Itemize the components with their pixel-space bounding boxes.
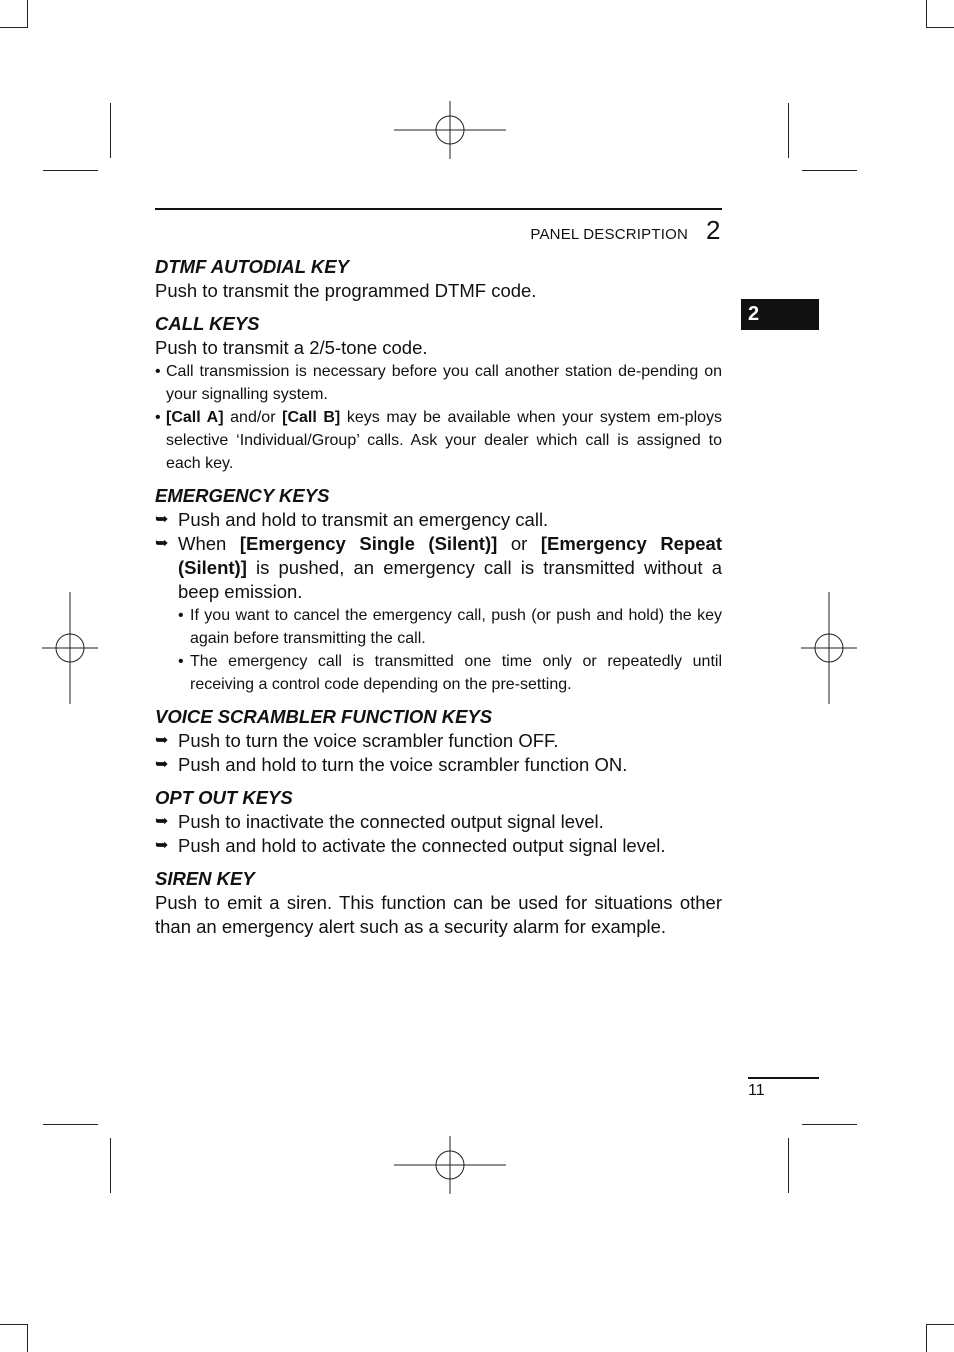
header-rule: [155, 208, 722, 210]
arrow-icon: ➥: [155, 732, 169, 749]
item-text: Push to turn the voice scrambler function OFF.: [178, 730, 559, 751]
section-heading: OPT OUT KEYS: [155, 787, 293, 808]
section-heading: CALL KEYS: [155, 313, 260, 334]
section-emergency: [155, 484, 722, 696]
note-text-part: and/or: [223, 409, 283, 426]
section-siren: [155, 867, 722, 939]
bullet-marker: •: [155, 363, 161, 380]
sub-note-item: [155, 650, 722, 696]
chapter-tab: [741, 299, 819, 330]
item-text-part: or: [497, 533, 541, 554]
arrow-icon: ➥: [155, 535, 169, 552]
footer-rule: [748, 1077, 819, 1079]
registration-mark-right: [801, 592, 857, 704]
item-text: [178, 532, 722, 604]
section-heading: DTMF AUTODIAL KEY: [155, 256, 349, 277]
section-heading: EMERGENCY KEYS: [155, 485, 330, 506]
trim-mark: [43, 1124, 98, 1125]
arrow-icon: ➥: [155, 813, 169, 830]
chapter-number: 2: [706, 215, 721, 245]
section-opt-out: [155, 786, 722, 858]
crop-mark: [926, 1324, 927, 1352]
item-text: Push and hold to turn the voice scrambler function ON.: [178, 754, 628, 775]
arrow-item: [155, 729, 722, 753]
section-dtmf: [155, 255, 722, 303]
item-text-part: is pushed, an emergency call is transmitted without a beep emission.: [178, 557, 722, 602]
item-text: Push and hold to activate the connected output signal level.: [178, 835, 666, 856]
section-voice-scrambler: [155, 705, 722, 777]
arrow-icon: ➥: [155, 756, 169, 773]
item-text-part: When: [178, 533, 240, 554]
registration-mark-left: [42, 592, 98, 704]
page-number: 11: [748, 1082, 765, 1099]
arrow-item: [155, 810, 722, 834]
section-title: PANEL DESCRIPTION: [530, 226, 688, 243]
section-heading: SIREN KEY: [155, 868, 255, 889]
note-item: [155, 406, 722, 475]
trim-mark: [788, 1138, 789, 1193]
trim-mark: [802, 1124, 857, 1125]
trim-mark: [110, 103, 111, 158]
key-label: [Emergency Single (Silent)]: [239, 533, 498, 554]
arrow-item: [155, 834, 722, 858]
arrow-icon: ➥: [155, 511, 169, 528]
note-text: The emergency call is transmitted one time only or repeatedly until receiving a control code depending on the pre-setting.: [190, 653, 722, 693]
section-body: Push to transmit a 2/5-tone code.: [155, 337, 428, 358]
section-body: Push to emit a siren. This function can be used for situations other than an emergency alert such as a security alarm for example.: [155, 892, 722, 937]
arrow-icon: ➥: [155, 837, 169, 854]
arrow-item: [155, 753, 722, 777]
section-body: Push to transmit the programmed DTMF code.: [155, 280, 537, 301]
trim-mark: [788, 103, 789, 158]
note-text: Call transmission is necessary before you call another station de-pending on your signalling system.: [166, 363, 722, 403]
item-text: Push and hold to transmit an emergency call.: [178, 509, 549, 530]
bullet-marker: •: [155, 409, 161, 426]
trim-mark: [802, 170, 857, 171]
key-label: [Emergency Repeat (Silent)]: [178, 533, 723, 578]
crop-mark: [27, 1324, 28, 1352]
crop-mark: [0, 27, 28, 28]
section-heading: VOICE SCRAMBLER FUNCTION KEYS: [155, 706, 493, 727]
crop-mark: [0, 1324, 28, 1325]
key-label: [Call B]: [282, 409, 341, 426]
registration-mark-bottom: [394, 1136, 506, 1194]
trim-mark: [43, 170, 98, 171]
crop-mark: [926, 27, 954, 28]
note-text-part: keys may be available when your system em-ploys selective ‘Individual/Group’ calls. Ask your dealer which call is assigned to each key.: [166, 409, 723, 472]
crop-mark: [27, 0, 28, 28]
bullet-marker: •: [178, 653, 184, 670]
arrow-item: [155, 532, 722, 604]
registration-mark-top: [394, 101, 506, 159]
note-text: [166, 406, 722, 475]
chapter-tab-label: 2: [748, 303, 760, 325]
note-item: [155, 360, 722, 406]
crop-mark: [926, 1324, 954, 1325]
sub-note-item: [155, 604, 722, 650]
trim-mark: [110, 1138, 111, 1193]
note-text: If you want to cancel the emergency call, push (or push and hold) the key again before transmitting the call.: [190, 607, 722, 647]
key-label: [Call A]: [166, 409, 224, 426]
crop-mark: [926, 0, 927, 28]
page-content: [155, 255, 722, 948]
bullet-marker: •: [178, 607, 184, 624]
section-call: [155, 312, 722, 475]
arrow-item: [155, 508, 722, 532]
item-text: Push to inactivate the connected output signal level.: [178, 811, 604, 832]
